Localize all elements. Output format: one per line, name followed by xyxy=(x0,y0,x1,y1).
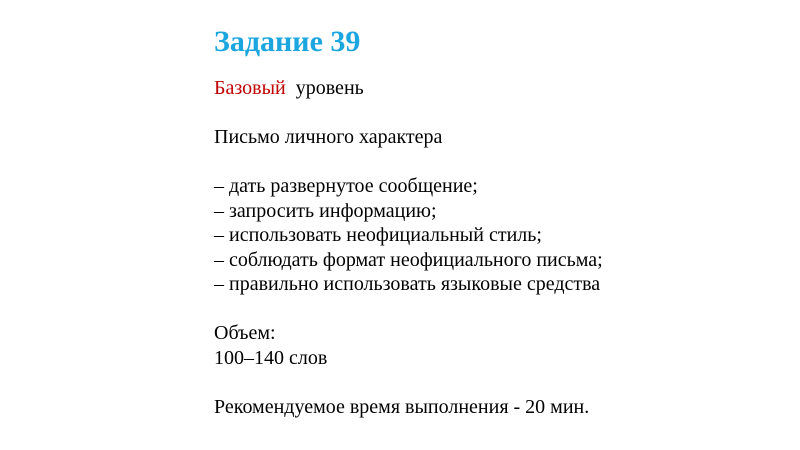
spacer xyxy=(214,297,603,322)
slide-title: Задание 39 xyxy=(214,25,361,58)
requirement-item: – правильно использовать языковые средства xyxy=(214,273,601,295)
requirement-item: – запросить информацию; xyxy=(214,199,437,222)
spacer xyxy=(214,101,603,126)
spacer xyxy=(214,370,603,395)
volume-label: Объем: xyxy=(214,322,276,344)
task-name: Письмо личного характера xyxy=(214,126,443,148)
level-rest: уровень xyxy=(295,77,364,99)
level-line xyxy=(214,76,603,101)
requirement-item: – соблюдать формат неофициального письма; xyxy=(214,248,603,271)
spacer xyxy=(214,150,603,175)
time-recommendation: Рекомендуемое время выполнения - 20 мин. xyxy=(214,395,590,418)
level-highlight: Базовый xyxy=(214,77,286,99)
slide-body xyxy=(214,76,603,419)
requirement-item: – дать развернутое сообщение; xyxy=(214,175,478,197)
volume-value: 100–140 слов xyxy=(214,346,328,369)
requirement-item: – использовать неофициальный стиль; xyxy=(214,224,542,246)
